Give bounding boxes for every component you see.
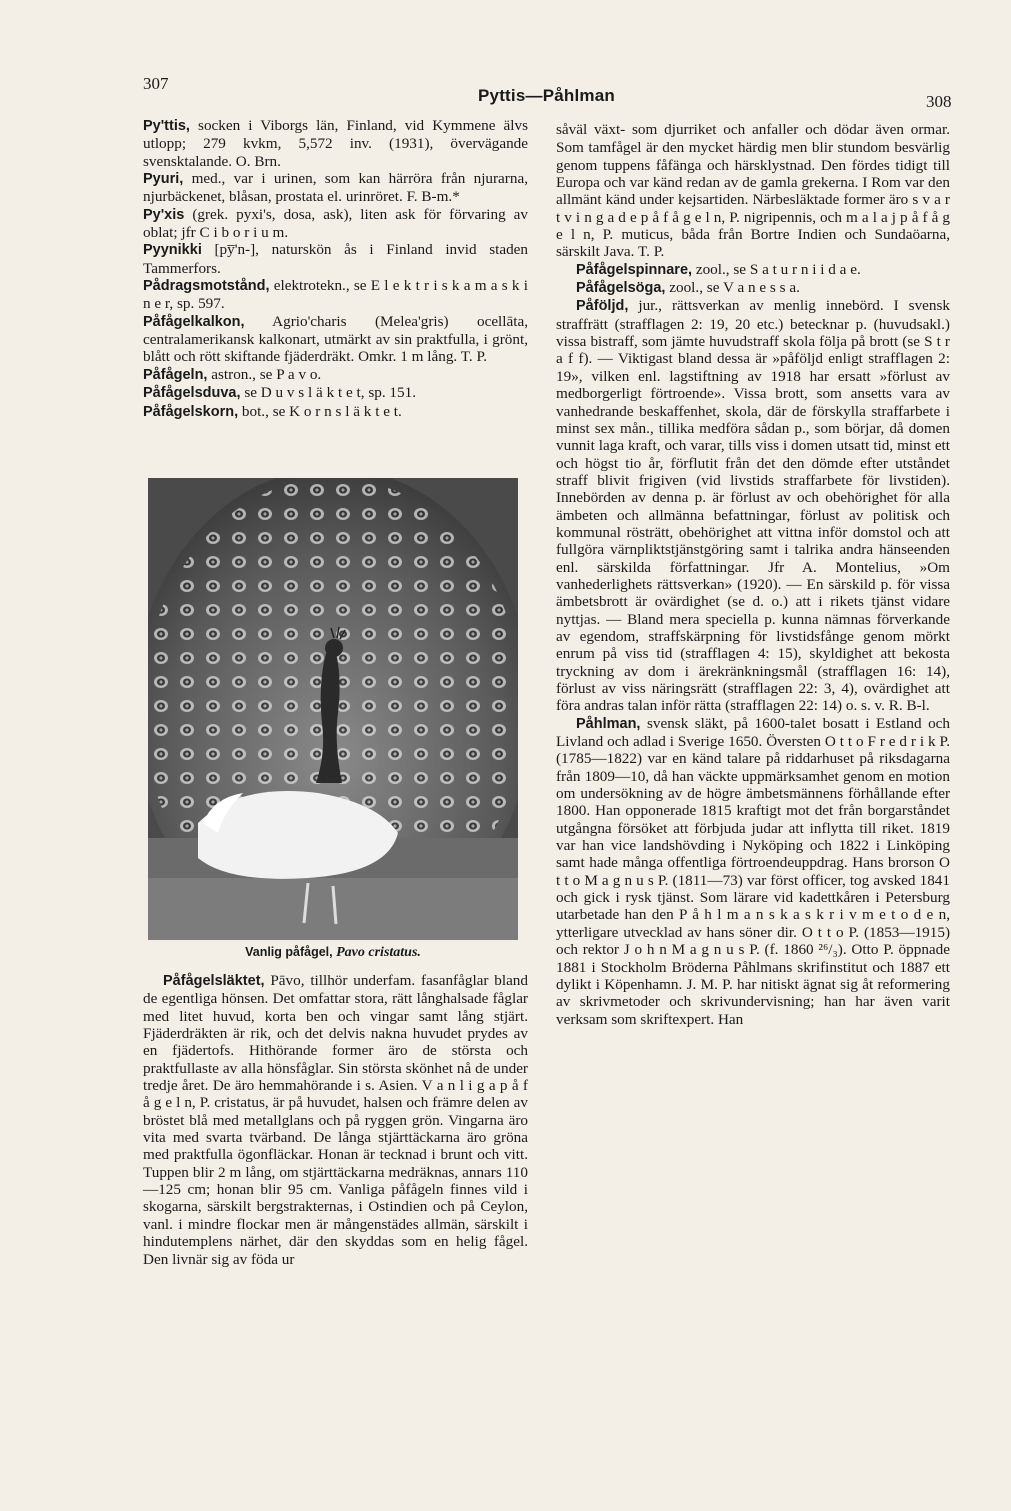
entry-text: se D u v s l ä k t e t, sp. 151. <box>240 384 417 402</box>
entry-text: med., var i urinen, som kan härröra från njurarna, njurbäckenet, blåsan, prostata el. urinröret. F. B-m.* <box>143 170 528 206</box>
figure-caption <box>148 945 518 961</box>
page-number-left: 307 <box>143 74 169 93</box>
headword: Påfågelsduva, <box>143 385 241 402</box>
entry-text: astron., se P a v o. <box>207 365 322 383</box>
entry <box>556 715 950 1028</box>
running-head: Pyttis—Påhlman <box>478 86 615 105</box>
entry <box>143 972 528 1268</box>
entry <box>143 170 528 206</box>
entry-text: [py̅'n-], naturskön ås i Finland invid staden Tammerfors. <box>143 241 528 277</box>
entry <box>556 261 950 279</box>
headword: Pyynikki <box>143 242 202 259</box>
page-number-right: 308 <box>926 92 952 111</box>
entry <box>143 241 528 277</box>
caption-italic: Pavo cristatus. <box>332 945 421 960</box>
headword: Påhlman, <box>576 715 641 732</box>
headword: Pådragsmotstånd, <box>143 278 270 295</box>
headword: Pyuri, <box>143 171 184 188</box>
entry <box>143 313 528 366</box>
entry <box>143 403 528 421</box>
entry-text: bot., se K o r n s l ä k t e t. <box>238 402 402 420</box>
entry-text: svensk släkt, på 1600-talet bosatt i Estland och Livland och adlad i Sverige 1650. Översten O t t o F r e d r i k P. (1785—1822) var en känd talare på riddarhuset på riksdagarna från 1809—10, då han väckte uppmärksamhet genom en motion om undersökning av de högre ämbetsmännens förhållande efter 1800. Han opponerade 1815 kraftigt mot det från borgarståndet utgångna försöket att förbjuda judar att inflytta till riket. 1819 var han vice landshövding i Nyköping och 1822 i Linköping samt hade många offentliga förtroendeuppdrag. Hans brorson O t t o M a g n u s P. (1811—73) var först officer, tog avsked 1841 och gick i rysk tjänst. Som lärare vid kadettkåren i Petersburg utarbetade han den P å h l m a n s k a s k r i v m e t o d e n, ytterligare utvecklad av hans söner dir. O t t o P. (1853—1915) och rektor J o h n M a g n u s P. (f. 1860 ²⁶/₃). Otto P. öppnade 1881 i Stockholm Bröderna Påhlmans skrifinstitut och 1887 ett dylikt i Köpenhamn. J. M. P. har nitiskt ägnat sig åt reformering av skrivmetoder och skrivundervisning; han har även varit verksam som skriftexpert. Han <box>556 714 950 1028</box>
entry-text: zool., se V a n e s s a. <box>665 279 800 297</box>
headword: Påfågeln, <box>143 366 208 383</box>
headword: Py'xis <box>143 206 185 223</box>
headword: Påfågelkalkon, <box>143 313 245 330</box>
entry-text: zool., se S a t u r n i i d a e. <box>692 260 861 278</box>
headword: Påfågelsläktet, <box>163 973 265 989</box>
entry-text: (grek. pyxi's, dosa, ask), liten ask för förvaring av oblat; jfr C i b o r i u m. <box>143 205 528 242</box>
entry <box>143 206 528 242</box>
left-column-bottom <box>143 972 528 1268</box>
entry-text: jur., rättsverkan av menlig innebörd. I svensk straffrätt (strafflagen 2: 19, 20 etc.) betecknar p. (huvudsakl.) vissa bistraff, som jämte huvudstraff skola följa på brott (se S t r a f f). — Viktigast bland dessa är »påföljd enligt strafflagen 2: 19», vilken enl. lagstiftning av 1918 har ersatt »förlust av medborgerligt förtroende». Vissa brott, som ansetts vara av vanhedrande beskaffenhet, skola, där de förskylla straffarbete i minst sex mån., tillika medföra sådan p., som börjar, då domen vunnit laga kraft, och varar, tills viss i domen utsatt tid, minst ett och högst tio år, förflutit från det den dömde efter utståndet straff blivit frigiven (vid livstids straffarbete för livstiden). Innebörden av denna p. är förlust av och obehörighet för alla ämbeten och allmänna befattningar, förlust av politisk och kommunal rösträtt, obehörighet att vittna inför domstol och att fullgöra värnpliktstjänstgöring samt i talrika andra hänseenden enl. särskilda författningar. Jfr A. Montelius, »Om vanhederlighets rättsverkan» (1920). — En särskild p. för vissa ämbetsbrott är ovärdighet (se d. o.) att i rikets tjänst vidare nyttjas. — Bland mera speciella p. kunna nämnas förverkande av egendom, straffskärpning för livstidsfånge genom mörkt enrum på viss tid (strafflagen 4: 15), skyldighet att bekosta tryckning av dom i ärekränkningsmål (strafflagen 16: 14), förlust av viss näringsrätt (strafflagen 22: 3, 4), ovärdighet att föra andras talan inför rätta (strafflagen 22: 14) o. s. v. R. B-l. <box>556 297 950 715</box>
headword: Påfågelskorn, <box>143 403 239 420</box>
entry-text: socken i Viborgs län, Finland, vid Kymmene älvs utlopp; 279 kvkm, 5,572 inv. (1931), övervägande svensktalande. O. Brn. <box>143 117 528 170</box>
peacock-photo <box>148 478 518 940</box>
entry-text: Agrio'charis (Melea'gris) ocellāta, centralamerikansk kalkonart, utmärkt av sin praktfulla, i grönt, blått och rött skiftande fjäderdräkt. Omkr. 1 m lång. T. P. <box>143 312 528 366</box>
entry <box>143 277 528 313</box>
entry <box>143 117 528 170</box>
entry <box>556 279 950 297</box>
peacock-illustration <box>148 478 518 940</box>
entry <box>143 366 528 384</box>
entry <box>556 121 950 261</box>
entry-text: Pāvo, tillhör underfam. fasanfåglar bland de egentliga hönsen. Det omfattar stora, rätt långhalsade fåglar med litet huvud, korta ben och vingar samt lång stjärt. Fjäderdräkten är rik, och det delvis nakna huvudet prydes av en fjädertofs. Hithörande former äro de största och praktfullaste av alla hönsfåglar. Sin största skönhet nå de under tredje året. De äro hemmahörande i s. Asien. V a n l i g a p å f å g e l n, P. cristatus, är på huvudet, halsen och främre delen av bröstet blå med metallglans och på ryggen grön. Vingarna äro vita med svarta tvärband. De långa stjärttäckarna äro gröna med praktfulla ögonfläckar. Honan är tecknad i brunt och vitt. Tuppen blir 2 m lång, om stjärttäckarna medräknas, annars 110—125 cm; honan blir 95 cm. Vanliga påfågeln finnes vild i skogarna, särskilt bergstrakternas, i Ostindien och på Ceylon, vanl. i mindre flockar men är mångenstädes allmän, särskilt i hindutemplens närhet, där den skyddas som en helig fågel. Den livnär sig av föda ur <box>143 972 528 1268</box>
caption-bold: Vanlig påfågel, <box>245 945 333 959</box>
headword: Påfågelsöga, <box>576 280 666 297</box>
right-column <box>556 121 950 1028</box>
left-column-top <box>143 117 528 421</box>
entry <box>143 384 528 402</box>
entry-text: såväl växt- som djurriket och anfaller och dödar även ormar. Som tamfågel är den mycket härdig men blir stundom besvärlig genom tuppens fåfänga och härsklystnad. Den fördes tidigt till Europa och var känd redan av de gamla grekerna. I Rom var den allmänt känd under kejsartiden. Närbesläktade former äro s v a r t v i n g a d e p å f å g e l n, P. nigripennis, och m a l a j p å f å g e l n, P. muticus, båda från Bortre Indien och Sundaöarna, särskilt Java. T. P. <box>556 121 950 261</box>
headword: Påföljd, <box>576 298 629 315</box>
entry-text: elektrotekn., se E l e k t r i s k a m a s k i n e r, sp. 597. <box>143 277 528 313</box>
entry <box>556 297 950 714</box>
headword: Py'ttis, <box>143 118 190 134</box>
headword: Påfågelspinnare, <box>576 261 693 278</box>
